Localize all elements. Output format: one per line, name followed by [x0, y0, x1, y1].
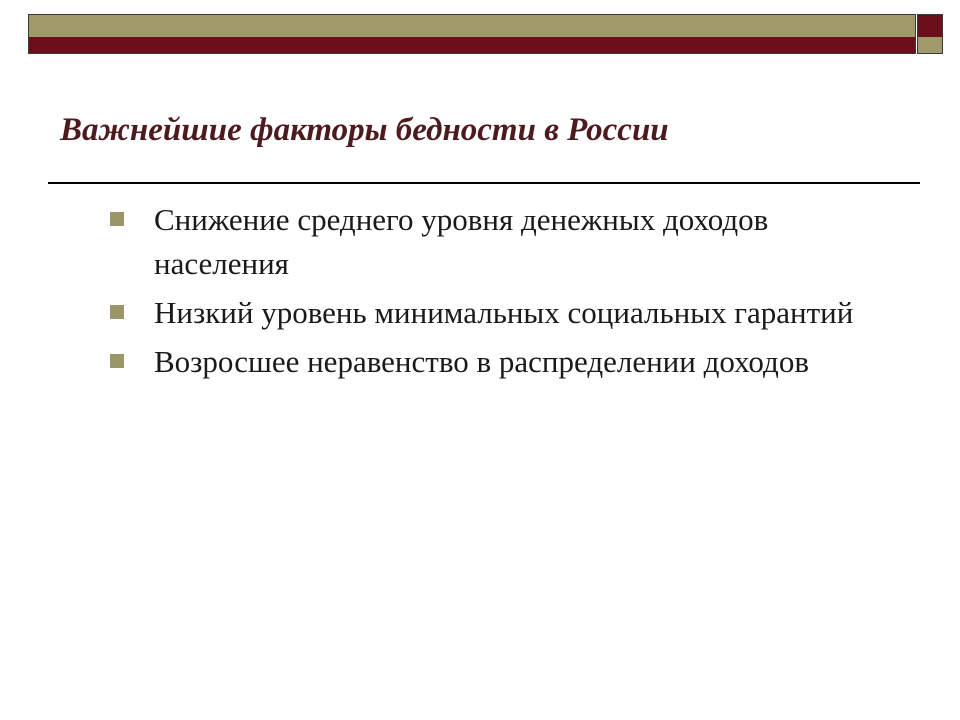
bullet-item [110, 198, 910, 286]
bullet-list [110, 198, 910, 389]
bullet-text: Низкий уровень минимальных социальных гарантий [154, 295, 854, 330]
bullet-item [110, 291, 910, 335]
square-bullet-icon [110, 305, 124, 319]
header-corner-olive-block [917, 37, 943, 54]
slide-title: Важнейшие факторы бедности в России [60, 112, 669, 148]
header-banner-maroon-bar [28, 37, 916, 54]
bullet-text: Снижение среднего уровня денежных доходов населения [154, 202, 769, 281]
header-banner-olive-bar [28, 14, 916, 38]
bullet-text: Возросшее неравенство в распределении доходов [154, 344, 809, 379]
square-bullet-icon [110, 354, 124, 368]
square-bullet-icon [110, 212, 124, 226]
bullet-item [110, 340, 910, 384]
title-divider [48, 182, 920, 184]
header-corner-maroon-block [917, 14, 943, 38]
